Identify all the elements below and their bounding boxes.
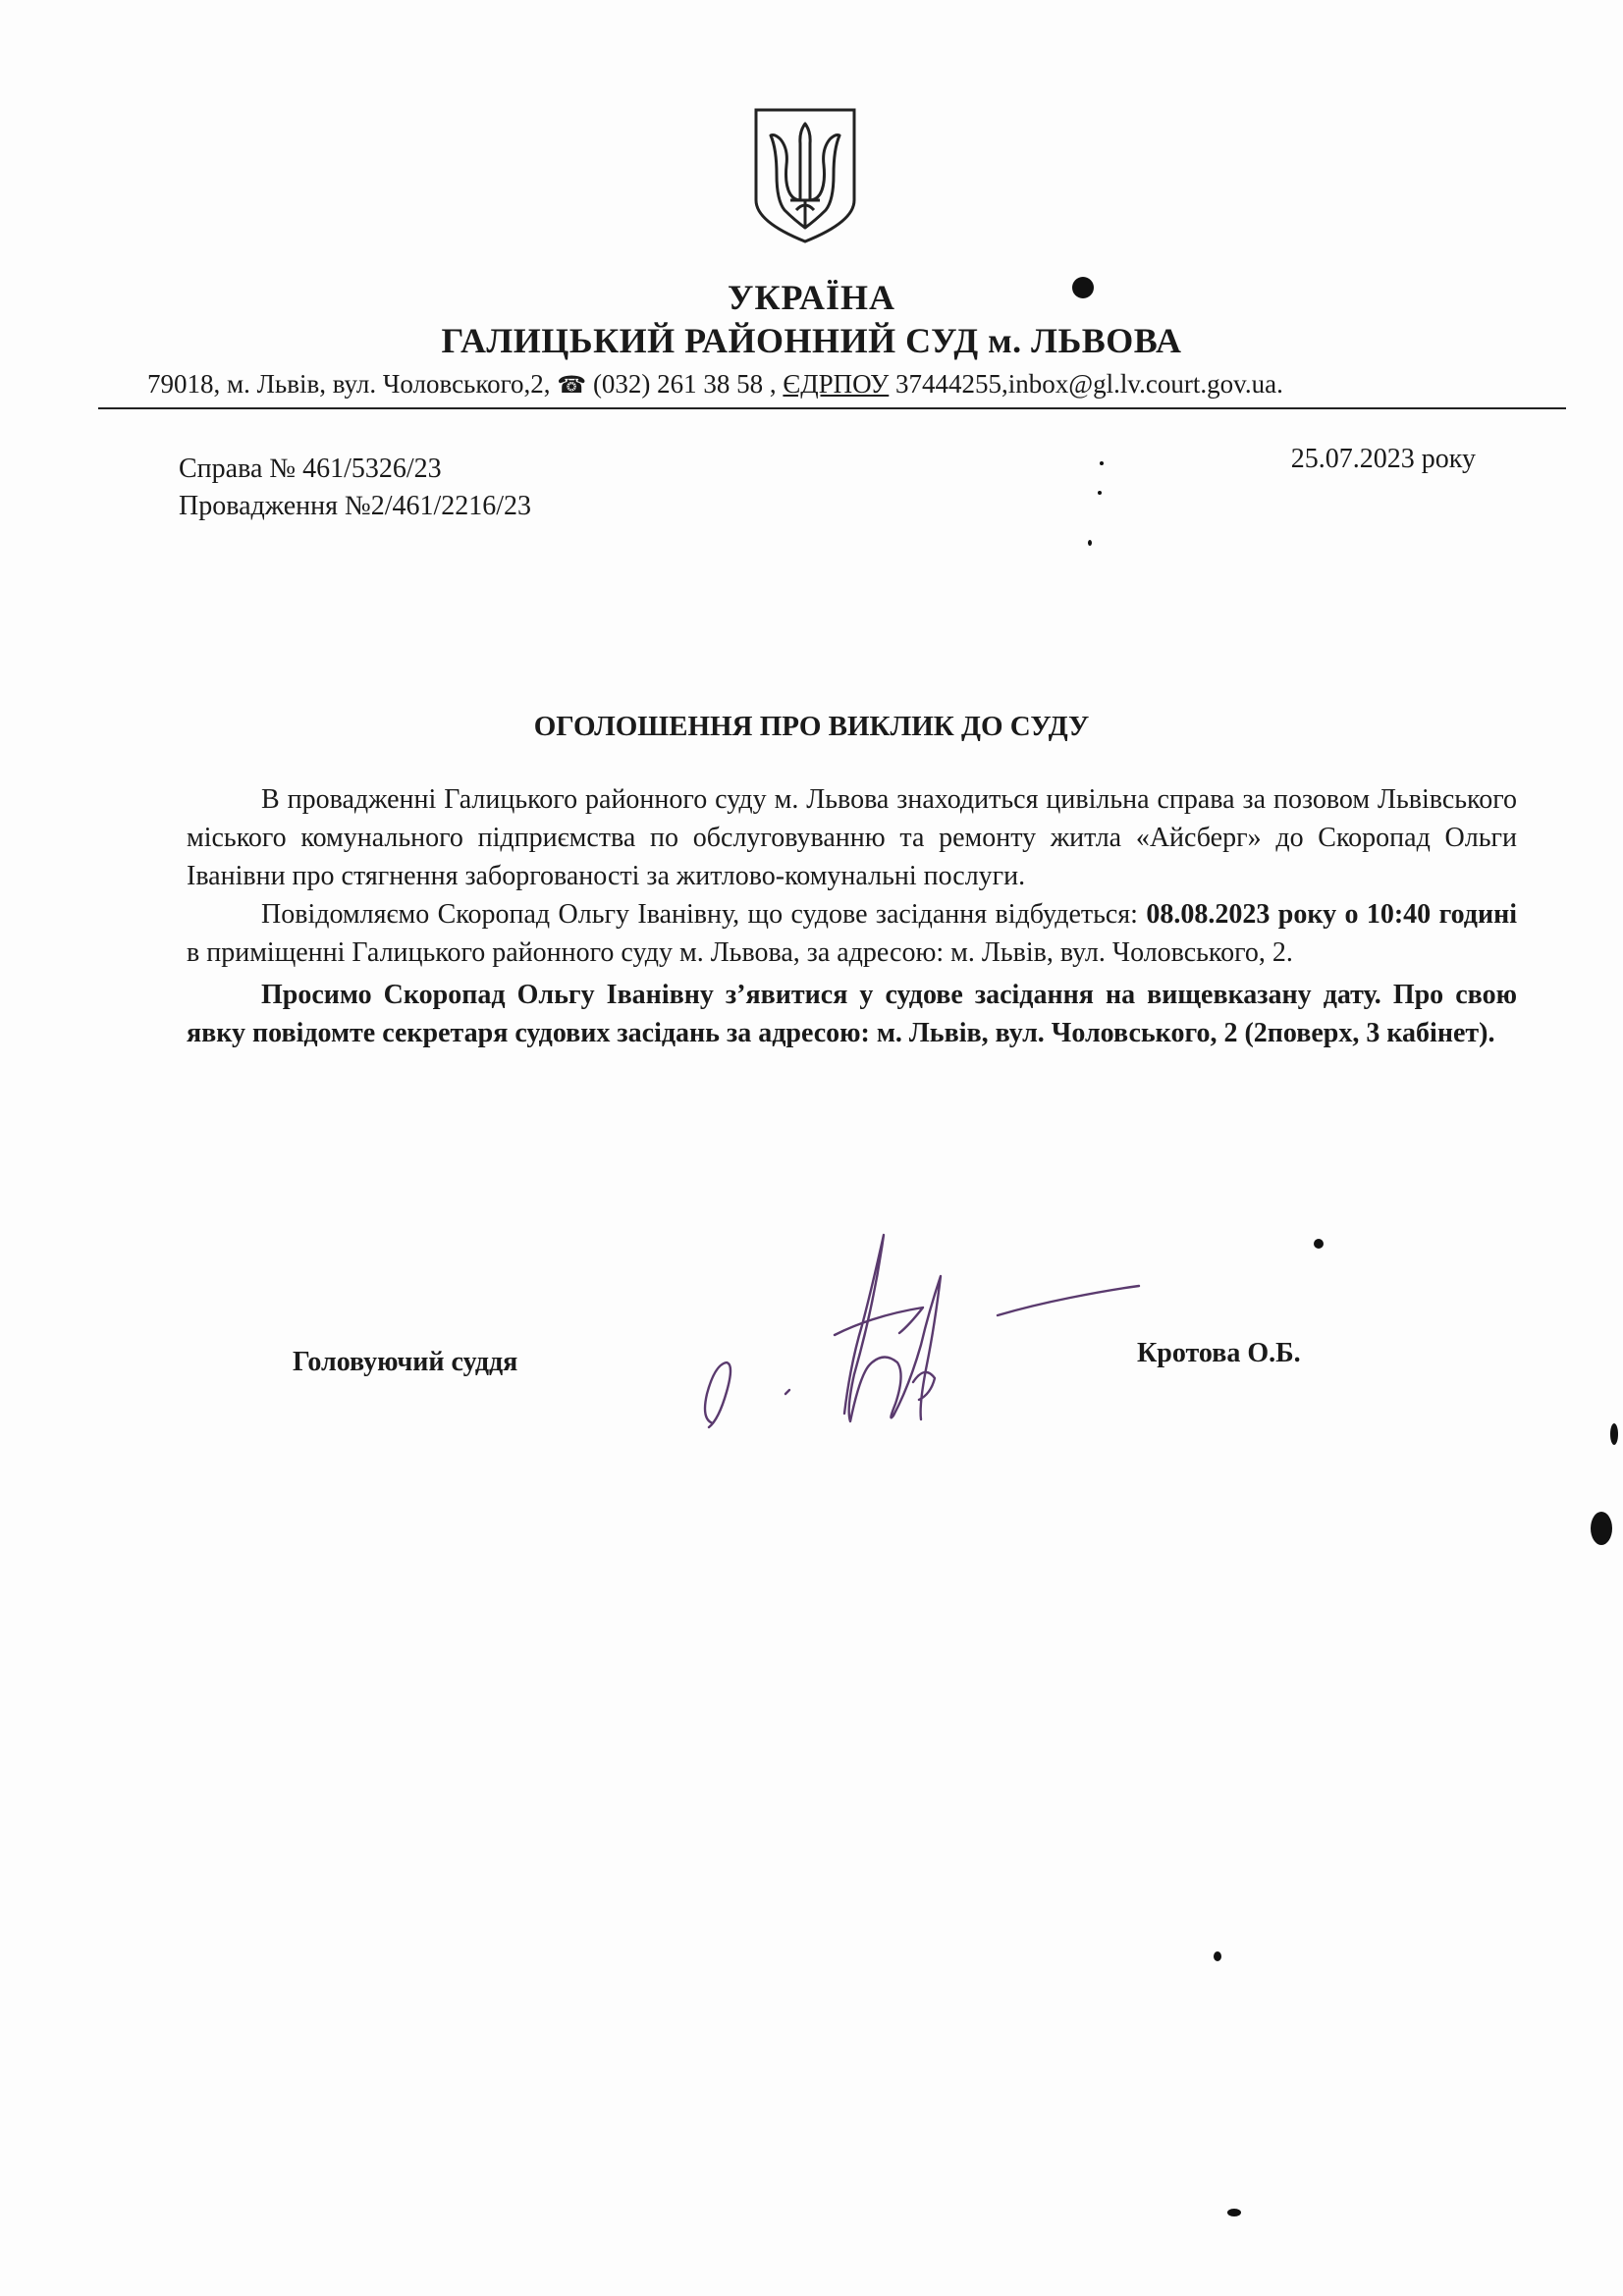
phone-number: (032) 261 38 58 , bbox=[592, 369, 777, 399]
scan-speck bbox=[1214, 1951, 1221, 1961]
paragraph-2-address: в приміщенні Галицького районного суду м. Львова, за адресою: м. Львів, вул. Чоловського, 2. bbox=[187, 937, 1293, 968]
signatory-role: Головуючий суддя bbox=[293, 1347, 518, 1377]
scan-speck bbox=[1072, 277, 1094, 298]
hearing-date-time: 08.08.2023 року о 10:40 годині bbox=[1146, 899, 1517, 930]
scan-speck bbox=[1610, 1423, 1618, 1445]
scan-speck bbox=[1314, 1239, 1324, 1249]
scan-speck bbox=[1227, 2209, 1241, 2216]
header-country: УКРАЇНА bbox=[728, 278, 895, 317]
document-title: ОГОЛОШЕННЯ ПРО ВИКЛИК ДО СУДУ bbox=[533, 711, 1090, 742]
document-date: 25.07.2023 року bbox=[1290, 444, 1476, 474]
scan-speck bbox=[1098, 491, 1102, 495]
edrpou-label: ЄДРПОУ bbox=[783, 369, 890, 399]
court-address-line bbox=[147, 369, 1561, 400]
scan-speck bbox=[1591, 1512, 1612, 1545]
header-court-name: ГАЛИЦЬКИЙ РАЙОННИЙ СУД м. ЛЬВОВА bbox=[441, 321, 1182, 360]
edrpou-and-email: 37444255,inbox@gl.lv.court.gov.ua. bbox=[895, 369, 1283, 399]
body-paragraph-2 bbox=[187, 895, 1517, 972]
address-text: 79018, м. Львів, вул. Чоловського,2, bbox=[147, 369, 551, 399]
handwritten-signature-icon bbox=[677, 1217, 1188, 1453]
document-body bbox=[187, 780, 1517, 1052]
coat-of-arms-icon bbox=[751, 106, 859, 245]
paragraph-2-text: Повідомляємо Скоропад Ольгу Іванівну, що судове засідання відбудеться: bbox=[261, 899, 1147, 930]
telephone-icon: ☎ bbox=[557, 373, 587, 399]
proceeding-number: Провадження №2/461/2216/23 bbox=[179, 491, 532, 521]
header-divider bbox=[98, 407, 1566, 409]
case-number: Справа № 461/5326/23 bbox=[179, 454, 442, 484]
scan-speck bbox=[1100, 461, 1104, 465]
body-paragraph-1: В провадженні Галицького районного суду м. Львова знаходиться цивільна справа за позовом Львівського міського комунального підприємства по обслуговуванню та ремонту житла «Айсберг» до Скоропад Ольги Іванівни про стягнення заборгованості за житлово-комунальні послуги. bbox=[187, 784, 1517, 891]
signatory-name: Кротова О.Б. bbox=[1137, 1338, 1301, 1368]
body-paragraph-3: Просимо Скоропад Ольгу Іванівну з’явитися у судове засідання на вищевказану дату. Про свою явку повідомте секретаря судових засідань за адресою: м. Львів, вул. Чоловського, 2 (2поверх, 3 кабінет). bbox=[187, 980, 1517, 1048]
scan-speck bbox=[1088, 540, 1092, 546]
